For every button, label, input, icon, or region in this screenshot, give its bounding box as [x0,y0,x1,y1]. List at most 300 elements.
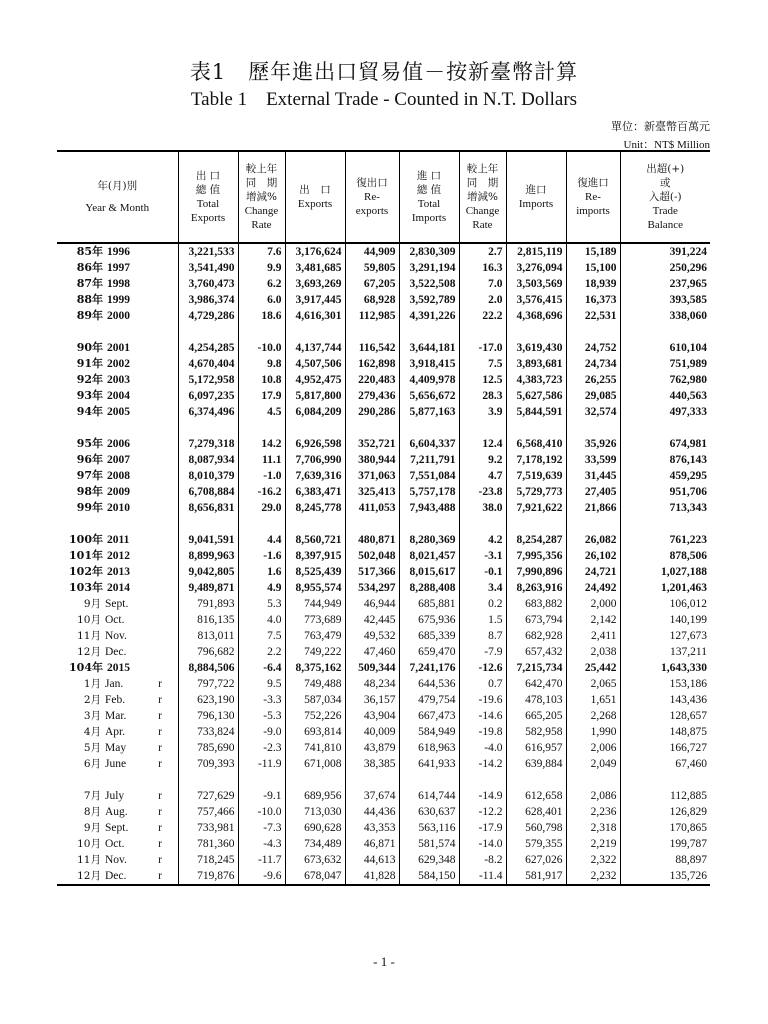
imports-cell: 3,276,094 [506,260,566,276]
re-exports-cell: 41,828 [345,868,399,885]
imports-cell: 642,470 [506,676,566,692]
total-exports-cell: 816,135 [178,612,238,628]
exports-cell: 8,375,162 [285,660,345,676]
re-exports-cell: 290,286 [345,404,399,420]
export-change-rate-cell: -2.3 [238,740,285,756]
re-exports-cell: 325,413 [345,484,399,500]
trade-balance-cell: 106,012 [620,596,710,612]
import-change-rate-cell: -14.0 [459,836,506,852]
exports-cell: 6,084,209 [285,404,345,420]
re-imports-cell: 25,442 [566,660,620,676]
table-title-english: Table 1 External Trade - Counted in N.T. Dollars [190,89,578,110]
annual-row [57,292,710,308]
re-exports-cell: 509,344 [345,660,399,676]
imports-cell: 7,990,896 [506,564,566,580]
exports-cell: 673,632 [285,852,345,868]
export-change-rate-cell: -4.3 [238,836,285,852]
imports-cell: 627,026 [506,852,566,868]
export-change-rate-cell: -5.3 [238,708,285,724]
annual-row [57,388,710,404]
monthly-row [57,868,710,885]
exports-cell: 749,222 [285,644,345,660]
imports-cell: 6,568,410 [506,436,566,452]
month-label-chinese: 7月 [83,790,101,802]
export-change-rate-cell: 5.3 [238,596,285,612]
imports-cell: 4,383,723 [506,372,566,388]
spacer-row [57,772,710,788]
export-change-rate-cell: 9.8 [238,356,285,372]
exports-cell: 6,926,598 [285,436,345,452]
re-exports-cell: 112,985 [345,308,399,324]
exports-cell: 763,479 [285,628,345,644]
total-exports-cell: 8,656,831 [178,500,238,516]
year-label-english: 2015 [107,662,130,674]
total-imports-cell: 581,574 [399,836,459,852]
re-exports-cell: 44,909 [345,243,399,260]
period-cell [57,500,178,516]
imports-cell: 3,619,430 [506,340,566,356]
annual-row [57,404,710,420]
total-exports-cell: 9,042,805 [178,564,238,580]
import-change-rate-cell: 2.0 [459,292,506,308]
total-exports-cell: 727,629 [178,788,238,804]
re-exports-cell: 44,613 [345,852,399,868]
period-cell [57,788,178,804]
monthly-row [57,852,710,868]
year-label-english: 2002 [107,358,130,370]
trade-balance-cell: 393,585 [620,292,710,308]
year-label-english: 1997 [107,262,130,274]
period-cell [57,468,178,484]
header-line: 同 期 [466,177,499,189]
month-label-english: Nov. [105,854,127,866]
re-imports-cell: 2,065 [566,676,620,692]
year-label-chinese: 101年 [69,549,103,562]
annual-row [57,436,710,452]
month-label-chinese: 3月 [83,710,101,722]
export-change-rate-cell: 18.6 [238,308,285,324]
trade-balance-cell: 112,885 [620,788,710,804]
re-imports-cell: 2,318 [566,820,620,836]
export-change-rate-cell: 14.2 [238,436,285,452]
period-cell [57,372,178,388]
import-change-rate-cell: 28.3 [459,388,506,404]
total-exports-cell: 3,221,533 [178,243,238,260]
total-exports-cell: 709,393 [178,756,238,772]
exports-cell: 689,956 [285,788,345,804]
period-cell [57,292,178,308]
imports-cell: 560,798 [506,820,566,836]
re-imports-cell: 2,219 [566,836,620,852]
total-imports-cell: 3,644,181 [399,340,459,356]
table-header [57,151,710,243]
period-cell [57,836,178,852]
annual-row [57,276,710,292]
imports-cell: 682,928 [506,628,566,644]
month-label-chinese: 10月 [77,614,101,626]
export-change-rate-cell: -10.0 [238,340,285,356]
total-imports-cell: 6,604,337 [399,436,459,452]
header-line: 總 值 [416,184,442,196]
year-label-chinese: 97年 [76,469,103,482]
exports-cell: 4,507,506 [285,356,345,372]
import-change-rate-cell: 8.7 [459,628,506,644]
monthly-row [57,644,710,660]
annual-row [57,260,710,276]
imports-cell: 639,884 [506,756,566,772]
import-change-rate-cell: 4.7 [459,468,506,484]
period-cell [57,740,178,756]
import-change-rate-cell: 12.5 [459,372,506,388]
month-label-chinese: 6月 [83,758,101,770]
total-imports-cell: 5,757,178 [399,484,459,500]
total-exports-cell: 9,041,591 [178,532,238,548]
month-label-english: June [105,758,127,770]
total-imports-cell: 659,470 [399,644,459,660]
trade-balance-cell: 128,657 [620,708,710,724]
export-change-rate-cell: -3.3 [238,692,285,708]
total-imports-cell: 8,288,408 [399,580,459,596]
imports-cell: 3,893,681 [506,356,566,372]
total-imports-cell: 8,015,617 [399,564,459,580]
re-exports-cell: 352,721 [345,436,399,452]
re-exports-cell: 279,436 [345,388,399,404]
month-label-chinese: 1月 [83,678,101,690]
re-imports-cell: 29,085 [566,388,620,404]
year-label-english: 2000 [107,310,130,322]
re-imports-cell: 24,752 [566,340,620,356]
re-exports-cell: 59,805 [345,260,399,276]
revised-flag: r [158,710,162,722]
total-exports-cell: 6,097,235 [178,388,238,404]
header-line: 入超(-) [648,191,682,203]
re-exports-cell: 43,353 [345,820,399,836]
total-exports-cell: 3,986,374 [178,292,238,308]
exports-cell: 713,030 [285,804,345,820]
period-cell [57,276,178,292]
total-imports-cell: 584,150 [399,868,459,885]
re-exports-cell: 36,157 [345,692,399,708]
annual-row [57,548,710,564]
revised-flag: r [158,806,162,818]
year-label-english: 2005 [107,406,130,418]
exports-cell: 3,176,624 [285,243,345,260]
total-imports-cell: 685,339 [399,628,459,644]
exports-cell: 3,693,269 [285,276,345,292]
total-imports-cell: 644,536 [399,676,459,692]
annual-row [57,468,710,484]
re-exports-cell: 44,436 [345,804,399,820]
total-exports-cell: 719,876 [178,868,238,885]
header-line: Rate [472,219,493,231]
header-line: 增減% [467,191,498,203]
year-label-chinese: 88年 [76,293,103,306]
total-exports-cell: 791,893 [178,596,238,612]
total-imports-cell: 584,949 [399,724,459,740]
imports-cell: 657,432 [506,644,566,660]
header-line: Re- [585,191,601,203]
monthly-row [57,820,710,836]
re-imports-cell: 32,574 [566,404,620,420]
annual-row [57,243,710,260]
month-label-english: Sept. [105,598,129,610]
re-exports-cell: 517,366 [345,564,399,580]
trade-balance-cell: 153,186 [620,676,710,692]
year-label-english: 1998 [107,278,130,290]
header-line: Exports [190,212,226,224]
revised-flag: r [158,822,162,834]
year-label-english: 1999 [107,294,130,306]
re-exports-cell: 411,053 [345,500,399,516]
month-label-english: May [105,742,127,754]
exports-cell: 741,810 [285,740,345,756]
monthly-row [57,596,710,612]
import-change-rate-cell: -11.4 [459,868,506,885]
trade-balance-cell: 751,989 [620,356,710,372]
year-label-english: 2014 [107,582,130,594]
header-line: 同 期 [245,177,278,189]
monthly-row [57,628,710,644]
re-imports-cell: 26,102 [566,548,620,564]
monthly-row [57,676,710,692]
re-exports-cell: 48,234 [345,676,399,692]
header-import-change-rate [459,151,506,243]
import-change-rate-cell: 38.0 [459,500,506,516]
export-change-rate-cell: -1.6 [238,548,285,564]
header-line: Total [196,198,220,210]
trade-balance-cell: 126,829 [620,804,710,820]
trade-balance-cell: 67,460 [620,756,710,772]
imports-cell: 4,368,696 [506,308,566,324]
annual-row [57,660,710,676]
trade-balance-cell: 143,436 [620,692,710,708]
trade-balance-cell: 170,865 [620,820,710,836]
trade-balance-cell: 610,104 [620,340,710,356]
year-label-english: 2012 [107,550,130,562]
re-imports-cell: 2,000 [566,596,620,612]
revised-flag: r [158,758,162,770]
re-imports-cell: 22,531 [566,308,620,324]
month-label-english: Jan. [105,678,124,690]
period-cell [57,388,178,404]
period-cell [57,612,178,628]
month-label-english: Apr. [105,726,126,738]
period-cell [57,532,178,548]
trade-balance-cell: 137,211 [620,644,710,660]
period-cell [57,628,178,644]
header-line: 較上年 [466,163,499,175]
trade-table [57,150,710,886]
total-imports-cell: 7,211,791 [399,452,459,468]
total-exports-cell: 6,708,884 [178,484,238,500]
month-label-chinese: 12月 [77,870,101,882]
total-exports-cell: 796,130 [178,708,238,724]
import-change-rate-cell: -14.6 [459,708,506,724]
import-change-rate-cell: 2.7 [459,243,506,260]
re-imports-cell: 2,049 [566,756,620,772]
period-cell [57,644,178,660]
year-label-chinese: 104年 [69,661,103,674]
total-imports-cell: 3,291,194 [399,260,459,276]
year-label-english: 2011 [107,534,130,546]
header-line: Trade [652,205,678,217]
import-change-rate-cell: 12.4 [459,436,506,452]
re-imports-cell: 24,734 [566,356,620,372]
re-imports-cell: 26,255 [566,372,620,388]
re-imports-cell: 2,322 [566,852,620,868]
re-exports-cell: 40,009 [345,724,399,740]
annual-row [57,484,710,500]
monthly-row [57,612,710,628]
total-imports-cell: 685,881 [399,596,459,612]
exports-cell: 8,397,915 [285,548,345,564]
total-imports-cell: 667,473 [399,708,459,724]
trade-balance-cell: 391,224 [620,243,710,260]
month-label-english: Dec. [105,870,127,882]
year-label-english: 2007 [107,454,130,466]
annual-row [57,532,710,548]
trade-balance-cell: 250,296 [620,260,710,276]
import-change-rate-cell: -0.1 [459,564,506,580]
header-export-change-rate [238,151,285,243]
import-change-rate-cell: 7.5 [459,356,506,372]
header-line: Change [244,205,279,217]
total-exports-cell: 3,760,473 [178,276,238,292]
year-label-english: 2010 [107,502,130,514]
revised-flag: r [158,790,162,802]
month-label-chinese: 11月 [77,630,101,642]
import-change-rate-cell: -19.6 [459,692,506,708]
trade-balance-cell: 140,199 [620,612,710,628]
period-cell [57,308,178,324]
year-label-english: 2006 [107,438,130,450]
export-change-rate-cell: -11.7 [238,852,285,868]
period-cell [57,804,178,820]
re-imports-cell: 24,492 [566,580,620,596]
import-change-rate-cell: -19.8 [459,724,506,740]
imports-cell: 582,958 [506,724,566,740]
period-cell [57,260,178,276]
import-change-rate-cell: 0.7 [459,676,506,692]
header-line: Re- [364,191,380,203]
page-number: - 1 - [373,954,395,969]
imports-cell: 5,627,586 [506,388,566,404]
total-imports-cell: 3,522,508 [399,276,459,292]
total-imports-cell: 5,656,672 [399,388,459,404]
export-change-rate-cell: 4.0 [238,612,285,628]
re-exports-cell: 162,898 [345,356,399,372]
total-imports-cell: 563,116 [399,820,459,836]
year-label-chinese: 96年 [76,453,103,466]
re-imports-cell: 1,990 [566,724,620,740]
total-imports-cell: 7,241,176 [399,660,459,676]
re-imports-cell: 2,142 [566,612,620,628]
annual-row [57,308,710,324]
trade-balance-cell: 1,201,463 [620,580,710,596]
re-imports-cell: 18,939 [566,276,620,292]
header-line: 出超(+) [646,163,685,175]
year-label-chinese: 87年 [76,277,103,290]
re-imports-cell: 35,926 [566,436,620,452]
monthly-row [57,756,710,772]
re-imports-cell: 21,866 [566,500,620,516]
year-label-chinese: 100年 [69,533,103,546]
total-exports-cell: 5,172,958 [178,372,238,388]
total-exports-cell: 785,690 [178,740,238,756]
revised-flag: r [158,854,162,866]
month-label-chinese: 9月 [83,822,101,834]
re-imports-cell: 2,236 [566,804,620,820]
year-label-chinese: 102年 [69,565,103,578]
header-line: 較上年 [245,163,278,175]
year-label-english: 2003 [107,374,130,386]
exports-cell: 773,689 [285,612,345,628]
re-exports-cell: 43,904 [345,708,399,724]
total-exports-cell: 623,190 [178,692,238,708]
export-change-rate-cell: 10.8 [238,372,285,388]
imports-cell: 7,921,622 [506,500,566,516]
annual-row [57,452,710,468]
exports-cell: 3,917,445 [285,292,345,308]
import-change-rate-cell: -17.0 [459,340,506,356]
header-line: Total [417,198,441,210]
month-label-chinese: 2月 [83,694,101,706]
import-change-rate-cell: -12.6 [459,660,506,676]
total-imports-cell: 4,391,226 [399,308,459,324]
header-line: exports [355,205,389,217]
total-exports-cell: 8,899,963 [178,548,238,564]
monthly-row [57,740,710,756]
total-exports-cell: 8,010,379 [178,468,238,484]
re-imports-cell: 2,038 [566,644,620,660]
spacer-row [57,324,710,340]
period-cell [57,724,178,740]
period-cell [57,708,178,724]
export-change-rate-cell: -16.2 [238,484,285,500]
exports-cell: 734,489 [285,836,345,852]
exports-cell: 693,814 [285,724,345,740]
period-cell [57,692,178,708]
total-exports-cell: 3,541,490 [178,260,238,276]
year-label-chinese: 85年 [76,245,103,258]
import-change-rate-cell: -12.2 [459,804,506,820]
re-exports-cell: 42,445 [345,612,399,628]
exports-cell: 7,706,990 [285,452,345,468]
revised-flag: r [158,742,162,754]
year-label-chinese: 103年 [69,581,103,594]
table-body [57,243,710,885]
trade-balance-cell: 166,727 [620,740,710,756]
header-line: Imports [411,212,447,224]
trade-balance-cell: 127,673 [620,628,710,644]
re-imports-cell: 2,086 [566,788,620,804]
header-line: 出 口 [299,184,331,196]
export-change-rate-cell: 9.5 [238,676,285,692]
exports-cell: 3,481,685 [285,260,345,276]
unit-label-chinese: 單位：新臺幣百萬元 [611,120,710,133]
period-cell [57,404,178,420]
header-trade-balance [620,151,710,243]
re-imports-cell: 31,445 [566,468,620,484]
monthly-row [57,692,710,708]
exports-cell: 744,949 [285,596,345,612]
header-line: Change [465,205,500,217]
export-change-rate-cell: 4.5 [238,404,285,420]
re-exports-cell: 380,944 [345,452,399,468]
re-exports-cell: 46,871 [345,836,399,852]
imports-cell: 7,215,734 [506,660,566,676]
exports-cell: 678,047 [285,868,345,885]
